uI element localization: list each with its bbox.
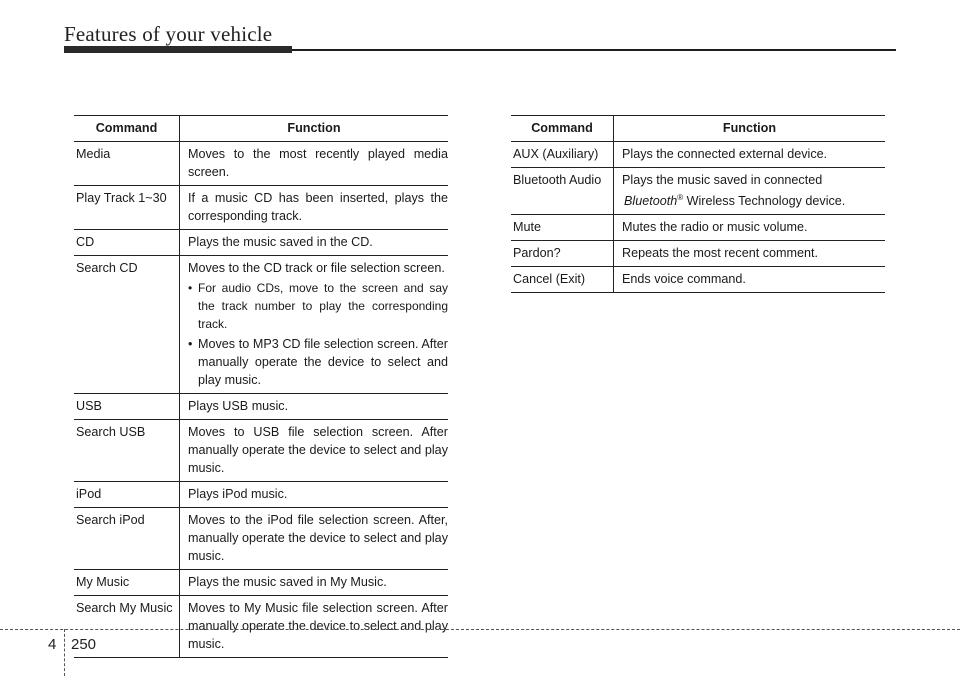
registered-mark: ®: [677, 193, 684, 202]
function-cell: Repeats the most recent comment.: [614, 241, 886, 267]
command-cell: Search CD: [74, 256, 180, 394]
bullet-text: Moves to MP3 CD file selection screen. After manually operate the device to select and play music.: [198, 337, 448, 387]
command-cell: Cancel (Exit): [511, 267, 614, 293]
function-text: Moves to the CD track or file selection screen.: [188, 261, 445, 275]
table-row: [74, 394, 448, 420]
function-cell: [614, 168, 886, 215]
page-number: 250: [71, 636, 97, 653]
command-cell: Media: [74, 142, 180, 186]
command-cell: AUX (Auxiliary): [511, 142, 614, 168]
column-header-function: Function: [614, 116, 886, 142]
table-row: [511, 168, 885, 215]
command-cell: Search USB: [74, 420, 180, 482]
command-cell: Search iPod: [74, 508, 180, 570]
table-row: [74, 596, 448, 658]
bullet-icon: •: [188, 281, 193, 295]
function-cell: [180, 256, 449, 394]
page-header-title: Features of your vehicle: [64, 22, 273, 46]
function-cell: Plays iPod music.: [180, 482, 449, 508]
function-cell: Mutes the radio or music volume.: [614, 215, 886, 241]
function-suffix: Wireless Technology device.: [683, 194, 846, 209]
function-cell: Plays the connected external device.: [614, 142, 886, 168]
column-header-function: Function: [180, 116, 449, 142]
table-row: [74, 570, 448, 596]
table-row: [74, 482, 448, 508]
function-cell: Moves to USB file selection screen. After manually operate the device to select and play music.: [180, 420, 449, 482]
command-cell: USB: [74, 394, 180, 420]
function-cell: Plays USB music.: [180, 394, 449, 420]
voice-command-table-right: [511, 115, 885, 293]
command-cell: CD: [74, 230, 180, 256]
function-text-continued: [622, 189, 885, 210]
table-row: [74, 420, 448, 482]
function-cell: Plays the music saved in the CD.: [180, 230, 449, 256]
bullet-icon: •: [188, 337, 193, 351]
command-cell: Play Track 1~30: [74, 186, 180, 230]
table-row: [511, 215, 885, 241]
function-text: Plays the music saved in connected: [622, 173, 823, 187]
function-cell: Moves to My Music file selection screen. After manually operate the device to select and play music.: [180, 596, 449, 658]
command-cell: My Music: [74, 570, 180, 596]
chapter-number: 4: [48, 636, 57, 653]
table-header-row: [74, 116, 448, 142]
function-cell: Plays the music saved in My Music.: [180, 570, 449, 596]
bullet-item: [188, 279, 448, 333]
footer-divider: [0, 629, 960, 630]
function-cell: Moves to the iPod file selection screen. After, manually operate the device to select and play music.: [180, 508, 449, 570]
bullet-text: For audio CDs, move to the screen and say the track number to play the corresponding track.: [198, 281, 448, 331]
command-cell: Mute: [511, 215, 614, 241]
table-row: [511, 267, 885, 293]
table-row: [74, 256, 448, 394]
command-cell: Pardon?: [511, 241, 614, 267]
table-row: [74, 186, 448, 230]
table-row: [511, 142, 885, 168]
command-cell: Bluetooth Audio: [511, 168, 614, 215]
footer-vertical-divider: [64, 629, 65, 676]
bullet-item: [188, 335, 448, 389]
function-cell: If a music CD has been inserted, plays the corresponding track.: [180, 186, 449, 230]
voice-command-table-left: [74, 115, 448, 658]
table-row: [511, 241, 885, 267]
command-cell: iPod: [74, 482, 180, 508]
column-header-command: Command: [74, 116, 180, 142]
header-accent-bar: [64, 46, 292, 53]
bluetooth-brand: Bluetooth: [624, 194, 678, 209]
command-cell: Search My Music: [74, 596, 180, 658]
table-row: [74, 142, 448, 186]
table-row: [74, 230, 448, 256]
table-row: [74, 508, 448, 570]
column-header-command: Command: [511, 116, 614, 142]
function-cell: Ends voice command.: [614, 267, 886, 293]
table-header-row: [511, 116, 885, 142]
function-cell: Moves to the most recently played media screen.: [180, 142, 449, 186]
